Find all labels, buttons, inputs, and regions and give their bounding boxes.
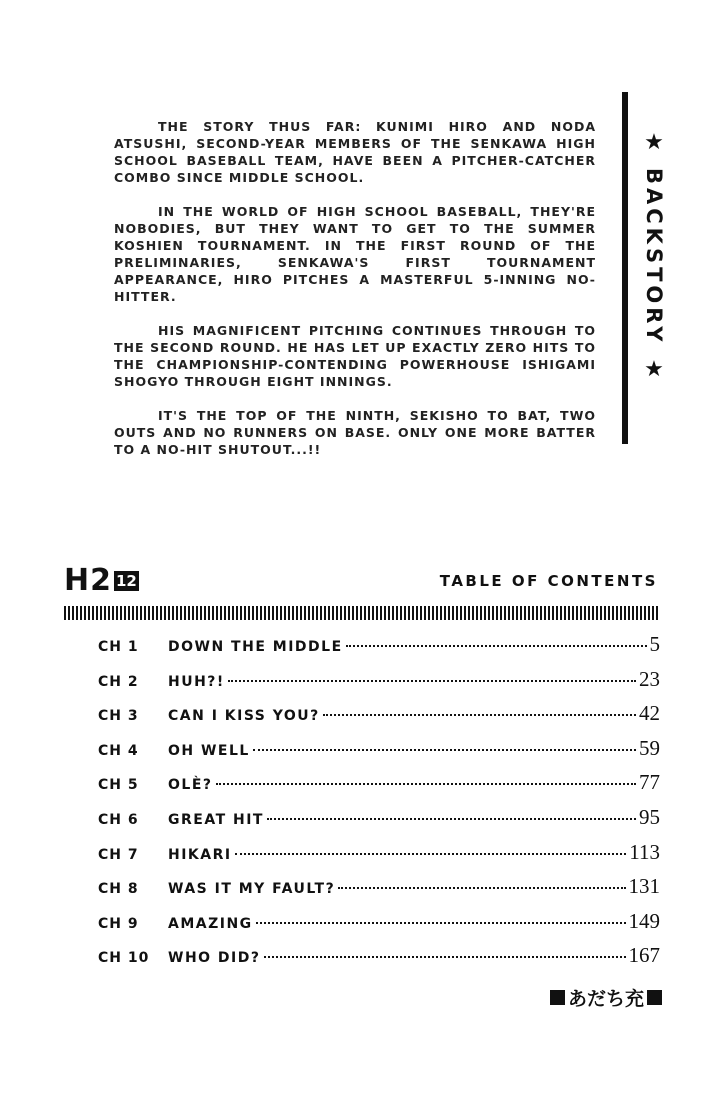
- toc-title: TABLE OF CONTENTS: [439, 572, 658, 590]
- dot-leader: [338, 887, 625, 889]
- author-credit: [550, 984, 662, 1011]
- toc-header: [64, 563, 658, 598]
- dot-leader: [346, 645, 647, 647]
- chapter-title: OH WELL: [168, 742, 250, 759]
- chapter-row-5: [98, 770, 660, 805]
- chapter-row-9: [98, 909, 660, 944]
- series-logo: [64, 563, 139, 598]
- chapter-title: GREAT HIT: [168, 811, 264, 828]
- chapter-page: 5: [649, 632, 660, 656]
- chapter-number: CH 8: [98, 881, 139, 898]
- star-icon: ★: [644, 130, 664, 155]
- series-name: H2: [64, 563, 112, 598]
- chapter-row-7: [98, 840, 660, 875]
- chapter-number: CH 7: [98, 846, 139, 863]
- chapter-page: 59: [639, 735, 660, 760]
- backstory-divider-bar: [622, 92, 628, 444]
- chapter-page: 42: [639, 701, 660, 726]
- chapter-title: DOWN THE MIDDLE: [168, 639, 343, 655]
- chapter-row-1: [98, 632, 660, 667]
- chapter-row-2: [98, 667, 660, 702]
- chapter-number: CH 5: [98, 777, 139, 794]
- dot-leader: [235, 853, 627, 855]
- chapter-title: AMAZING: [168, 915, 253, 932]
- chapter-row-3: [98, 701, 660, 736]
- chapter-page: 113: [629, 839, 660, 864]
- chapter-title: WHO DID?: [168, 950, 261, 967]
- chapter-page: 131: [628, 874, 660, 899]
- decorative-ruler: [64, 606, 658, 620]
- chapter-number: CH 1: [98, 639, 139, 655]
- chapter-row-10: [98, 943, 660, 978]
- dot-leader: [228, 680, 636, 682]
- chapter-title: HIKARI: [168, 846, 232, 863]
- chapter-page: 77: [639, 770, 660, 795]
- backstory-paragraph-1: THE STORY THUS FAR: KUNIMI HIRO AND NODA ATSUSHI, SECOND-YEAR MEMBERS OF THE SENKAWA HIGH SCHOOL BASEBALL TEAM, HAVE BEEN A PITCHER-CATCHER COMBO SINCE MIDDLE SCHOOL.: [114, 119, 596, 185]
- chapter-title: OLÈ?: [168, 777, 213, 794]
- chapter-page: 167: [628, 943, 660, 968]
- backstory-paragraph-4: IT'S THE TOP OF THE NINTH, SEKISHO TO BAT, TWO OUTS AND NO RUNNERS ON BASE. ONLY ONE MORE BATTER TO A NO-HIT SHUTOUT...!!: [114, 408, 596, 457]
- volume-badge: 12: [115, 572, 137, 590]
- backstory-label: [634, 132, 674, 412]
- chapter-page: 95: [639, 804, 660, 829]
- star-icon: ★: [644, 357, 664, 383]
- dot-leader: [264, 956, 626, 958]
- chapter-row-4: [98, 736, 660, 771]
- backstory-paragraph-2: IN THE WORLD OF HIGH SCHOOL BASEBALL, THEY'RE NOBODIES, BUT THEY WANT TO GET TO THE SUMMER KOSHIEN TOURNAMENT. IN THE FIRST ROUND OF THE PRELIMINARIES, SENKAWA'S FIRST TOURNAMENT APPEARANCE, HIRO PITCHES A MASTERFUL 5-INNING NO-HITTER.: [114, 204, 596, 304]
- dot-leader: [256, 922, 626, 924]
- chapter-list: [98, 632, 660, 978]
- dot-leader: [323, 714, 636, 716]
- chapter-page: 23: [639, 666, 660, 691]
- chapter-number: CH 10: [98, 950, 150, 967]
- chapter-number: CH 3: [98, 708, 139, 725]
- dot-leader: [216, 783, 636, 785]
- chapter-row-8: [98, 874, 660, 909]
- backstory-paragraph-3: HIS MAGNIFICENT PITCHING CONTINUES THROUGH TO THE SECOND ROUND. HE HAS LET UP EXACTLY ZERO HITS TO THE CHAMPIONSHIP-CONTENDING POWERHOUSE ISHIGAMI SHOGYO THROUGH EIGHT INNINGS.: [114, 323, 596, 389]
- square-bullet-icon: [550, 990, 565, 1005]
- chapter-number: CH 2: [98, 673, 139, 690]
- author-name: あだち充: [567, 988, 644, 1010]
- chapter-number: CH 4: [98, 742, 139, 759]
- dot-leader: [267, 818, 636, 820]
- chapter-number: CH 9: [98, 915, 139, 932]
- chapter-row-6: [98, 805, 660, 840]
- chapter-number: CH 6: [98, 811, 139, 828]
- square-bullet-icon: [647, 990, 662, 1005]
- chapter-title: WAS IT MY FAULT?: [168, 881, 336, 898]
- chapter-title: HUH?!: [168, 673, 225, 690]
- chapter-title: CAN I KISS YOU?: [168, 708, 320, 725]
- dot-leader: [253, 749, 636, 751]
- backstory-text-block: [114, 118, 596, 458]
- backstory-heading: BACKSTORY: [642, 168, 666, 346]
- chapter-page: 149: [628, 908, 660, 933]
